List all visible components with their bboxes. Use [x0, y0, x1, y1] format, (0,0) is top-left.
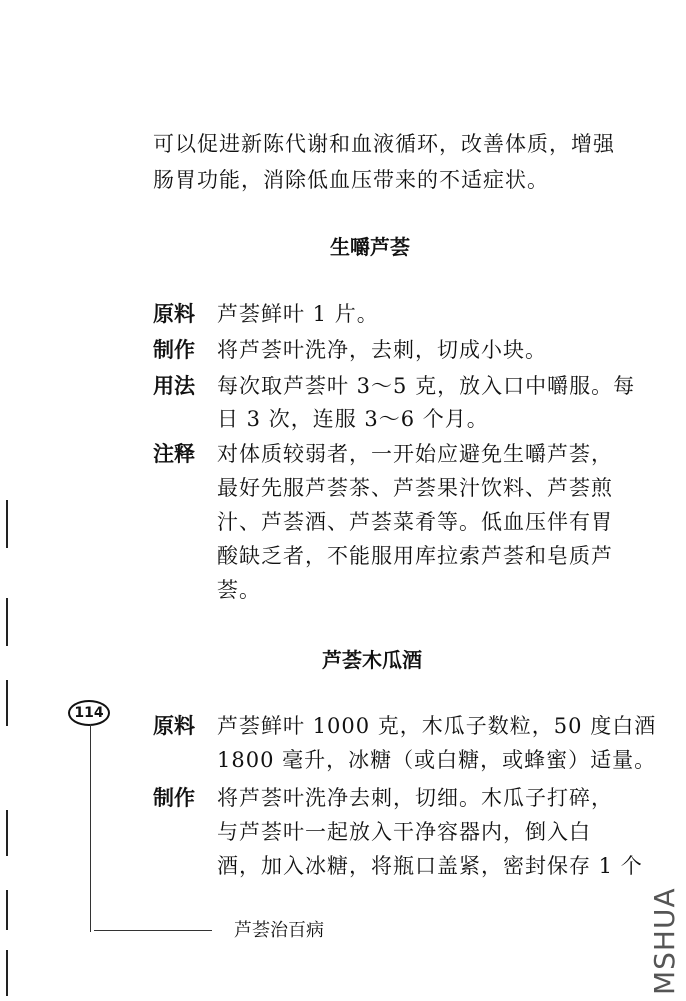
recipe1-notes-line-5: 荟。 — [217, 578, 261, 602]
recipe2-ingredients-line-1: 芦荟鲜叶 1000 克，木瓜子数粒，50 度白酒 — [217, 714, 657, 738]
recipe2-preparation-line-2: 与芦荟叶一起放入干净容器内，倒入白 — [217, 820, 591, 844]
recipe2-label-ingredients: 原料 — [153, 713, 195, 738]
recipe1-label-notes: 注释 — [153, 441, 195, 466]
recipe1-title: 生嚼芦荟 — [330, 235, 410, 259]
margin-bar — [6, 500, 8, 548]
margin-bar — [6, 950, 8, 996]
recipe1-label-usage: 用法 — [153, 373, 195, 398]
intro-line-2: 肠胃功能，消除低血压带来的不适症状。 — [153, 168, 549, 192]
recipe1-label-ingredients: 原料 — [153, 301, 195, 326]
recipe1-notes-line-4: 酸缺乏者，不能服用库拉索芦荟和皂质芦 — [217, 544, 613, 568]
recipe1-preparation-line-1: 将芦荟叶洗净，去刺，切成小块。 — [217, 338, 547, 362]
margin-bar — [6, 810, 8, 856]
recipe2-title: 芦荟木瓜酒 — [322, 648, 422, 672]
margin-bar — [6, 680, 8, 726]
recipe2-preparation-line-3: 酒，加入冰糖，将瓶口盖紧，密封保存 1 个 — [217, 854, 643, 878]
page-edge-rule — [90, 724, 91, 932]
footer-rule — [94, 930, 212, 931]
margin-bar — [6, 890, 8, 930]
recipe1-usage-line-1: 每次取芦荟叶 3～5 克，放入口中嚼服。每 — [217, 374, 636, 398]
footer-title: 芦荟治百病 — [234, 920, 324, 941]
intro-line-1: 可以促进新陈代谢和血液循环，改善体质，增强 — [153, 132, 615, 156]
recipe2-label-preparation: 制作 — [153, 785, 195, 810]
margin-bar — [6, 598, 8, 646]
recipe1-notes-line-3: 汁、芦荟酒、芦荟菜肴等。低血压伴有胃 — [217, 510, 613, 534]
recipe1-ingredients-line-1: 芦荟鲜叶 1 片。 — [217, 302, 379, 326]
recipe2-ingredients-line-2: 1800 毫升，冰糖（或白糖，或蜂蜜）适量。 — [217, 748, 657, 772]
recipe1-notes-line-2: 最好先服芦荟茶、芦荟果汁饮料、芦荟煎 — [217, 476, 613, 500]
watermark: MSHUA — [648, 887, 681, 995]
recipe1-usage-line-2: 日 3 次，连服 3～6 个月。 — [217, 407, 489, 431]
recipe1-notes-line-1: 对体质较弱者，一开始应避免生嚼芦荟， — [217, 442, 613, 466]
recipe1-label-preparation: 制作 — [153, 337, 195, 362]
page-number: 114 — [68, 700, 110, 726]
recipe2-preparation-line-1: 将芦荟叶洗净去刺，切细。木瓜子打碎， — [217, 786, 613, 810]
